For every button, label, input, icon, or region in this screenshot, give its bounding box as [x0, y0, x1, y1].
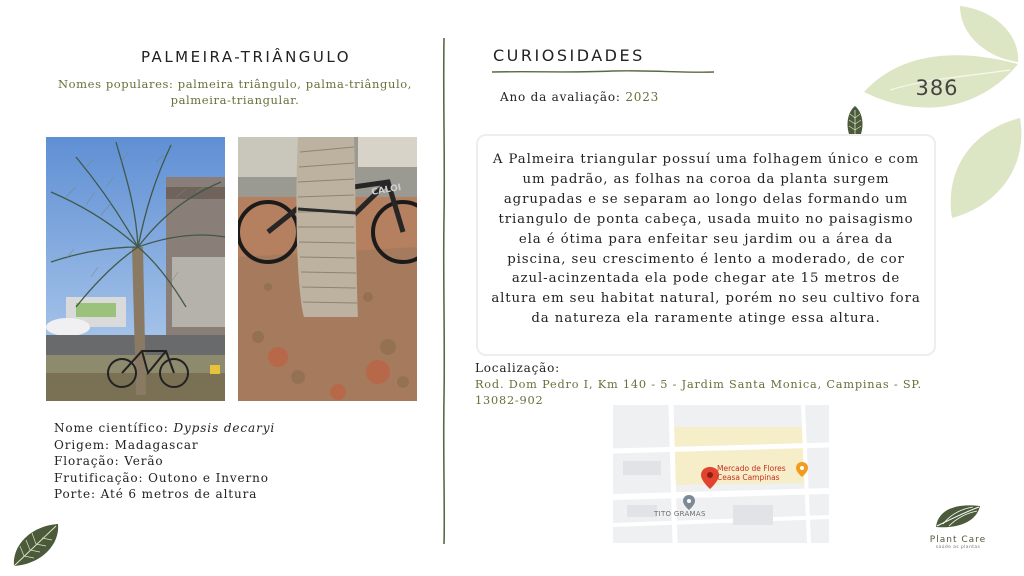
section-title: CURIOSIDADES: [493, 46, 645, 65]
fact-value: Outono e Inverno: [148, 470, 269, 485]
fact-size: [54, 486, 275, 503]
fact-label: Porte:: [54, 487, 96, 501]
title-underline: [492, 68, 716, 76]
evaluation-year-label: Ano da avaliação:: [500, 90, 621, 104]
fact-label: Frutificação:: [54, 470, 144, 485]
location-address: Rod. Dom Pedro I, Km 140 - 5 - Jardim Santa Monica, Campinas - SP. 13082-902: [475, 378, 922, 407]
photo-palm-tree: [46, 137, 225, 401]
fact-origin: [54, 437, 275, 454]
map-nearby-label: TITO GRAMAS: [654, 510, 706, 518]
brand-leaf-icon: [933, 500, 983, 530]
svg-text:CALOI: CALOI: [370, 182, 403, 198]
map-marker-label-line2: Ceasa Campinas: [717, 473, 780, 482]
fact-value: Até 6 metros de altura: [100, 487, 258, 501]
fact-label: Floração:: [54, 454, 120, 468]
plant-title: PALMEIRA-TRIÂNGULO: [140, 48, 352, 66]
leaf-bottom-left-icon: [8, 520, 64, 570]
fact-fruiting: [54, 470, 275, 487]
map-marker-label-line1: Mercado de Flores: [717, 464, 786, 473]
page-number: 386: [915, 76, 959, 100]
fact-value: Madagascar: [114, 437, 199, 452]
evaluation-year: [500, 90, 659, 104]
column-divider: [442, 38, 446, 544]
description-box: A Palmeira triangular possuí uma folhagem único e com um padrão, as folhas na coroa da planta surgem agrupadas e se separam ao longo delas formando um triangulo de ponta cabeça, usada muito no paisagismo ela é ótima para enfeitar seu jardim ou a área da piscina, seu crescimento é lento a moderado, de cor azul-acinzentada ela pode chegar ate 15 metros de altura em seu habitat natural, porém no seu cultivo fora da natureza ela raramente atinge essa altura.: [476, 134, 936, 356]
fact-label: Origem:: [54, 437, 110, 452]
plant-facts: [54, 420, 275, 503]
fact-scientific-name: [54, 420, 275, 437]
popular-names-value: palmeira triângulo, palma-triângulo, palmeira-triangular.: [170, 77, 413, 107]
map-marker-label: [717, 464, 786, 482]
evaluation-year-value: 2023: [625, 90, 660, 104]
brand-tagline: saúde as plantas: [935, 545, 981, 550]
popular-names: [38, 76, 432, 108]
fact-flowering: [54, 453, 275, 470]
brand-name: Plant Care: [929, 535, 987, 545]
location-map[interactable]: [613, 405, 829, 543]
fact-label: Nome científico:: [54, 421, 169, 435]
location-label: Localização:: [475, 361, 560, 375]
fact-value: Verão: [124, 454, 164, 468]
fact-value: Dypsis decaryi: [173, 421, 276, 435]
brand-logo: [918, 500, 998, 550]
popular-names-label: Nomes populares:: [57, 77, 174, 91]
photo-palm-trunk: [238, 137, 417, 401]
